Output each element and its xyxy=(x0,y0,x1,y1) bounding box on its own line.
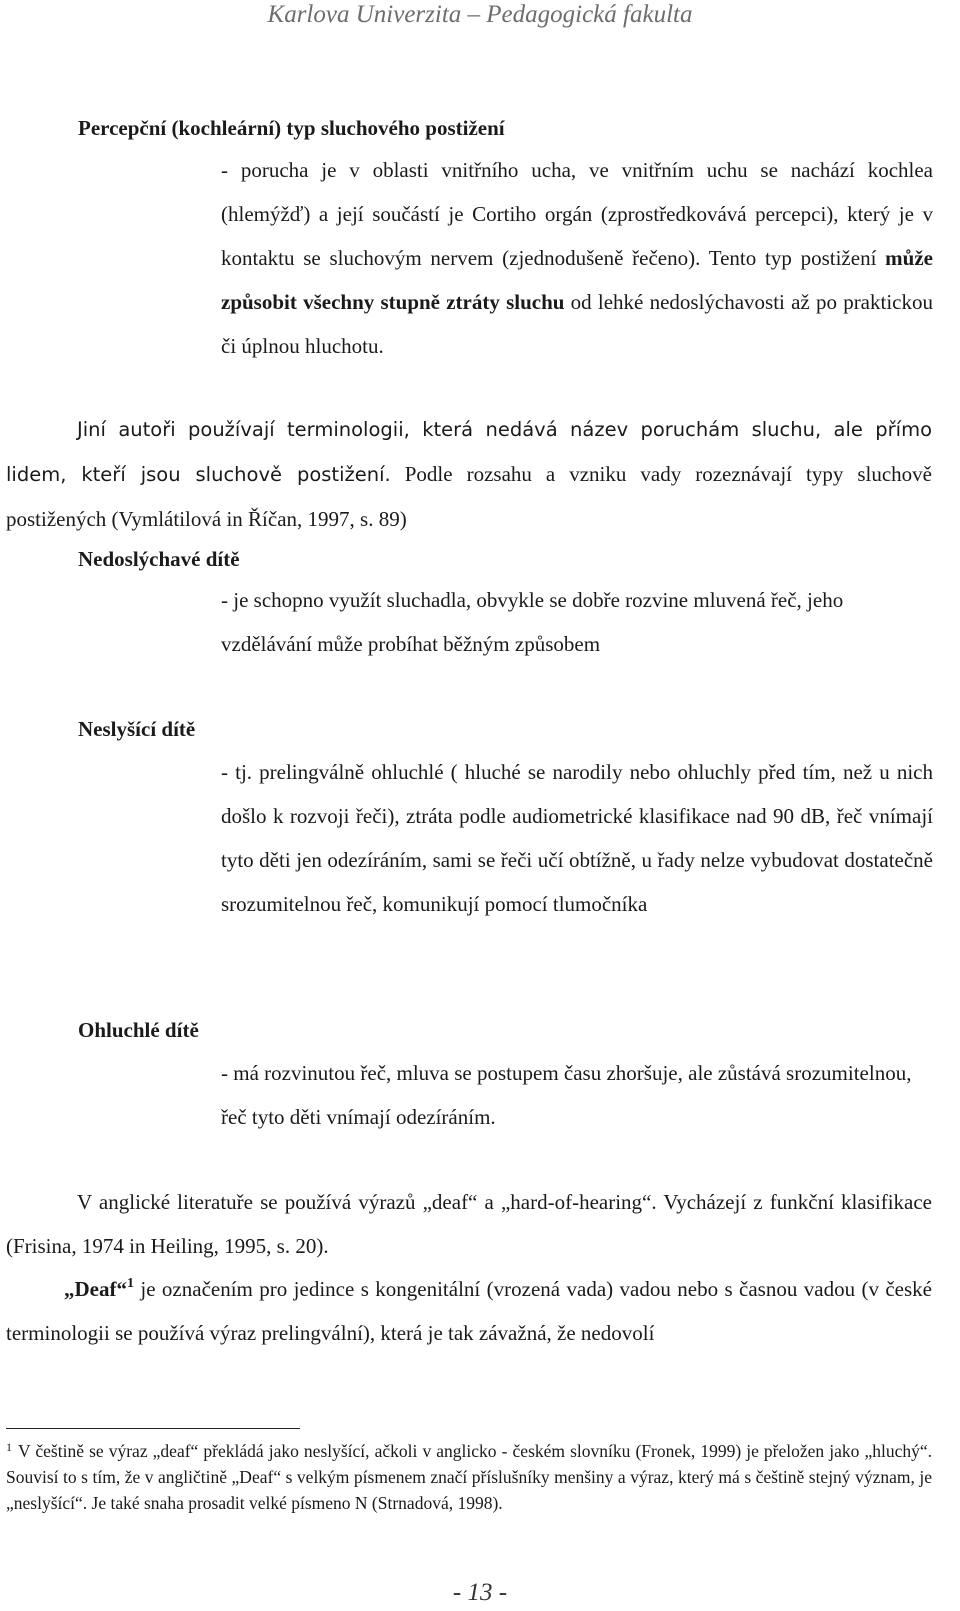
page-header: Karlova Univerzita – Pedagogická fakulta xyxy=(267,1,693,28)
paragraph-text: je označením pro jedince s kongenitální (vrozená vada) vadou nebo s časnou vadou (v české terminologii se používá výraz prelingvální), která je tak závažná, že nedovolí xyxy=(6,1277,932,1345)
section-heading-deafened-child: Ohluchlé dítě xyxy=(78,1018,199,1042)
paragraph-english-literature: V anglické literatuře se používá výrazů „deaf“ a „hard-of-hearing“. Vycházejí z funkční klasifikace (Frisina, 1974 in Heiling, 1995, s. 20). xyxy=(6,1190,932,1258)
section-heading-perceptive-type: Percepční (kochleární) typ sluchového postižení xyxy=(78,116,505,140)
page-number: - 13 - xyxy=(452,1579,508,1606)
section-heading-deaf-child: Neslyšící dítě xyxy=(78,717,196,741)
paragraph-deaf-definition xyxy=(6,1267,932,1355)
paragraph-text: Jiní autoři používají terminologii, která nedává název poruchám sluchu, ale přímo lidem, kteří jsou sluchově postižení. xyxy=(6,418,932,486)
footnote xyxy=(6,1438,932,1516)
footnote-text: V češtině se výraz „deaf“ překládá jako neslyšící, ačkoli v anglicko - českém slovníku (Fronek, 1999) je přeložen jako „hluchý“. Souvisí to s tím, že v angličtině „Deaf“ s velkým písmenem značí příslušníky menšiny a výraz, který má s češtině stejný význam, je „neslyšící“. Je také snaha prosadit velké písmeno N (Strnadová, 1998). xyxy=(6,1441,932,1513)
section-paragraph-perceptive-type xyxy=(221,148,933,368)
section-heading-hard-of-hearing-child: Nedoslýchavé dítě xyxy=(78,547,240,571)
section-paragraph-deafened-child: - má rozvinutou řeč, mluva se postupem času zhoršuje, ale zůstává srozumitelnou, řeč tyto děti vnímají odezíráním. xyxy=(221,1061,912,1129)
emphasis-text: může způsobit všechny stupně ztráty sluchu xyxy=(221,246,933,314)
section-paragraph-deaf-child: - tj. prelingválně ohluchlé ( hluché se narodily nebo ohluchly před tím, než u nich došlo k rozvoji řeči), ztráta podle audiometrické klasifikace nad 90 dB, řeč vnímají tyto děti jen odezíráním, sami se řeči učí obtížně, u řady nelze vybudovat dostatečně srozumitelnou řeč, komunikují pomocí tlumočníka xyxy=(221,760,933,916)
paragraph-other-authors xyxy=(6,407,932,541)
section-paragraph-hard-of-hearing-child: - je schopno využít sluchadla, obvykle se dobře rozvine mluvená řeč, jeho vzdělávání může probíhat běžným způsobem xyxy=(221,588,844,656)
paragraph-text: od lehké nedoslýchavosti až po praktickou či úplnou hluchotu. xyxy=(221,290,933,358)
footnote-reference: 1 xyxy=(126,1276,134,1291)
paragraph-text: Podle rozsahu a vzniku vady rozeznávají typy sluchově postižených (Vymlátilová in Říčan, 1997, s. 89) xyxy=(6,462,932,531)
footnote-separator xyxy=(6,1428,300,1429)
deaf-term: „Deaf“ xyxy=(64,1277,127,1301)
footnote-mark: 1 xyxy=(6,1440,12,1454)
paragraph-text: - porucha je v oblasti vnitřního ucha, ve vnitřním uchu se nachází kochlea (hlemýžď) a její součástí je Cortiho orgán (zprostředkovává percepci), který je v kontaktu se sluchovým nervem (zjednodušeně řečeno). Tento typ postižení xyxy=(221,158,933,270)
